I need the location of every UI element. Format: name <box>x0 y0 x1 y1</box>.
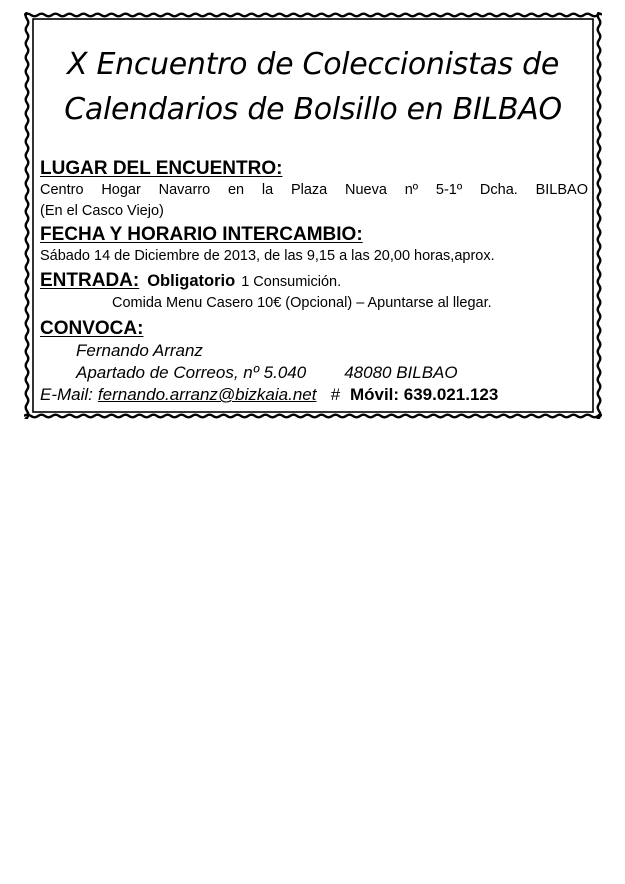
lugar-word: Centro <box>40 182 84 198</box>
email-label: E-Mail: <box>40 385 93 404</box>
mobile-number: Móvil: 639.021.123 <box>349 385 499 404</box>
lugar-word: la <box>261 182 274 198</box>
entrada-row <box>40 270 588 293</box>
flyer-frame <box>24 12 602 419</box>
section-lugar <box>40 158 588 222</box>
convoca-contact-row <box>40 384 588 406</box>
flyer-content <box>36 22 590 408</box>
event-title <box>36 42 590 132</box>
lugar-word: Navarro <box>158 182 211 198</box>
fecha-heading: FECHA Y HORARIO INTERCAMBIO: <box>40 224 363 245</box>
lugar-word: 5-1º <box>435 182 463 198</box>
section-convoca <box>40 318 588 406</box>
lugar-word: en <box>227 182 245 198</box>
entrada-obligatorio: Obligatorio <box>147 272 236 290</box>
entrada-consumicion: 1 Consumición. <box>241 274 342 290</box>
email-link[interactable]: fernando.arranz@bizkaia.net <box>97 385 317 404</box>
lugar-heading: LUGAR DEL ENCUENTRO: <box>40 158 283 179</box>
entrada-comida: Comida Menu Casero 10€ (Opcional) – Apuntarse al llegar. <box>112 295 492 311</box>
title-line-2: Calendarios de Bolsillo en BILBAO <box>64 92 562 127</box>
section-entrada <box>40 270 588 314</box>
lugar-address-line <box>40 180 588 201</box>
section-fecha <box>40 224 588 267</box>
separator-hash: # <box>330 385 340 404</box>
fecha-text: Sábado 14 de Diciembre de 2013, de las 9,15 a las 20,00 horas,aprox. <box>40 248 495 264</box>
convoca-heading: CONVOCA: <box>40 318 144 339</box>
lugar-word: Hogar <box>101 182 141 198</box>
convoca-address: Apartado de Correos, nº 5.040 <box>76 363 307 382</box>
lugar-word: Nueva <box>345 182 387 198</box>
lugar-note: (En el Casco Viejo) <box>40 203 164 219</box>
convoca-address-row <box>40 362 588 384</box>
title-line-1: X Encuentro de Coleccionistas de <box>66 47 560 82</box>
entrada-heading: ENTRADA: <box>40 270 140 291</box>
lugar-word: Dcha. <box>479 182 518 198</box>
convoca-postal: 48080 BILBAO <box>344 363 458 382</box>
lugar-word: BILBAO <box>535 182 588 198</box>
convoca-name: Fernando Arranz <box>76 341 203 360</box>
lugar-word: nº <box>404 182 419 198</box>
lugar-word: Plaza <box>290 182 328 198</box>
